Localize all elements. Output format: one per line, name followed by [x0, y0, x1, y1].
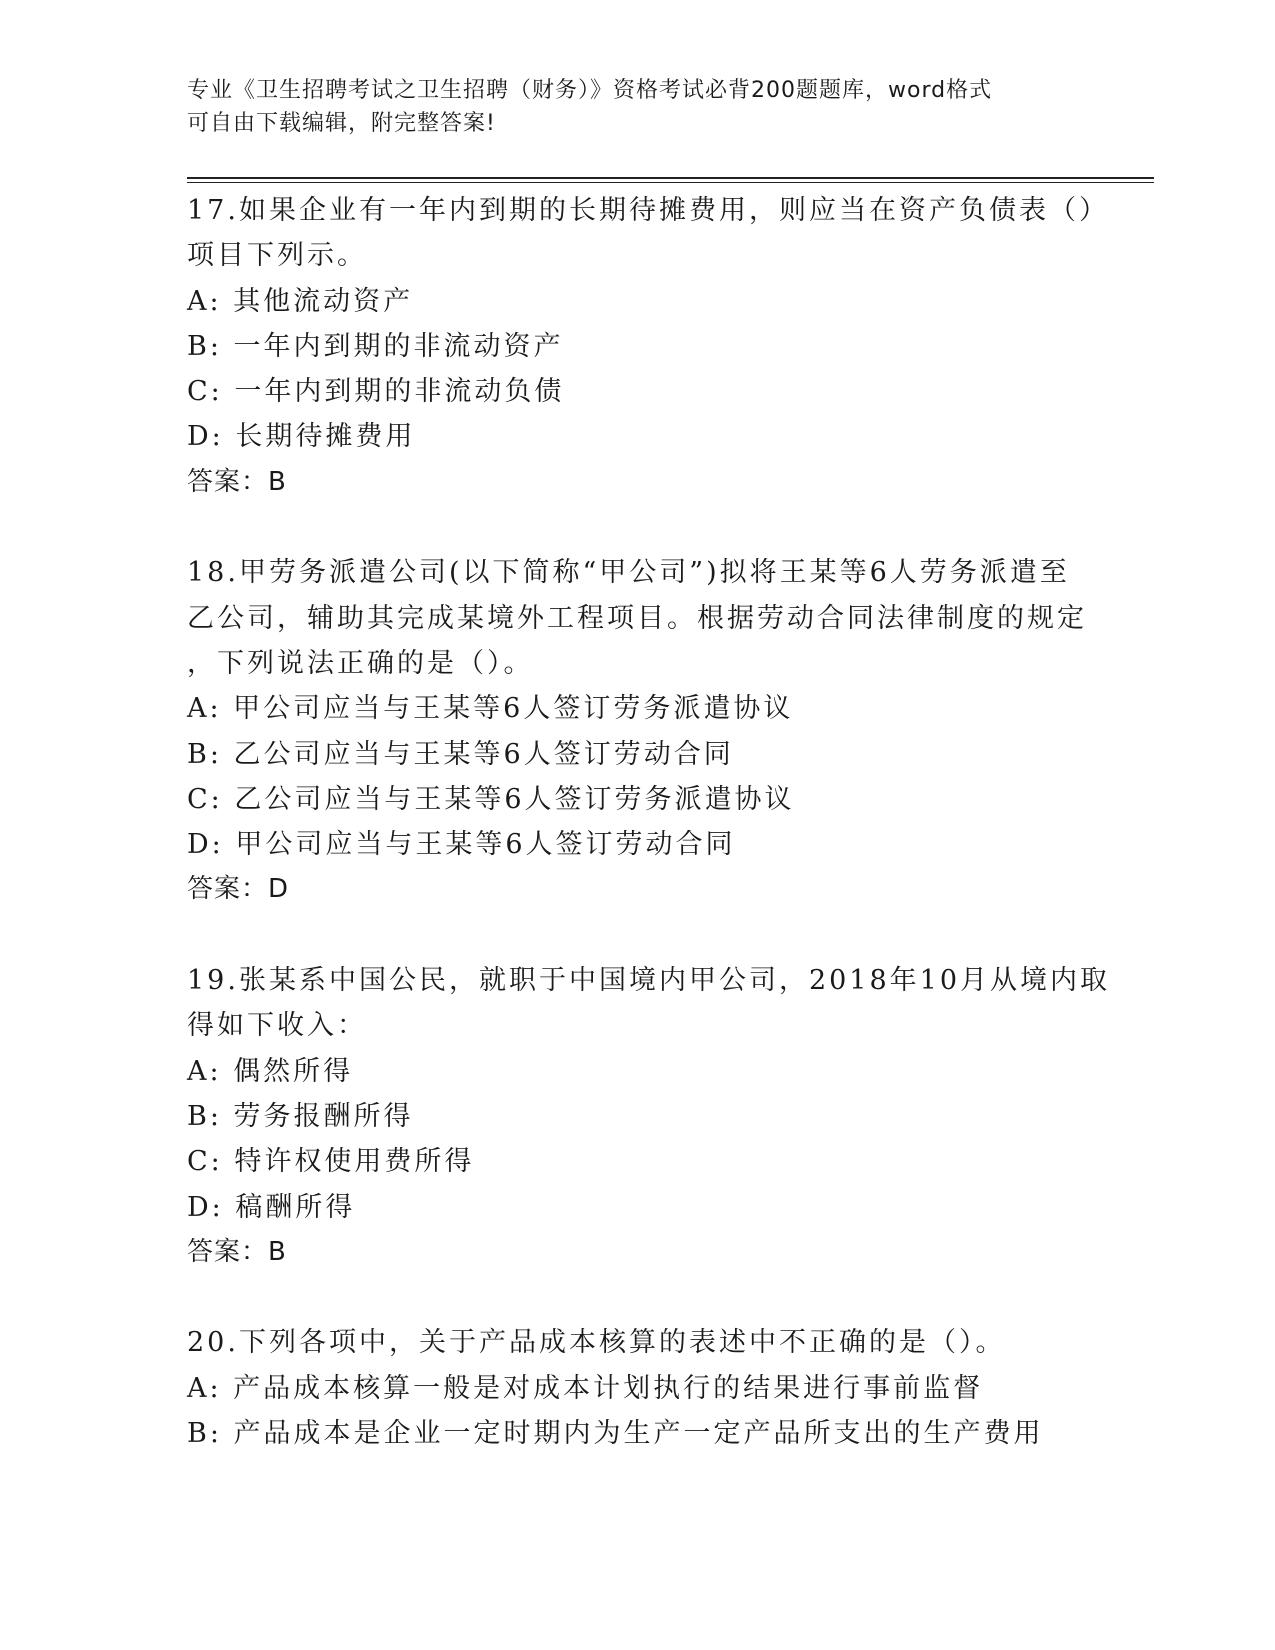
header-line-2: 可自由下载编辑，附完整答案!: [187, 111, 496, 136]
answer-line: 答案：D: [187, 874, 290, 905]
question-17: [187, 188, 1147, 505]
question-20: [187, 1320, 1147, 1456]
header-divider-thick: [187, 177, 1154, 179]
option-a: A: 其他流动资产: [187, 285, 414, 317]
option-b: B: 乙公司应当与王某等6人签订劳动合同: [187, 738, 734, 770]
option-c: C: 特许权使用费所得: [187, 1146, 475, 1178]
option-b: B: 劳务报酬所得: [187, 1100, 414, 1132]
option-a: A: 偶然所得: [187, 1055, 354, 1087]
option-c: C: 乙公司应当与王某等6人签订劳务派遣协议: [187, 783, 795, 815]
option-c: C: 一年内到期的非流动负债: [187, 376, 565, 408]
answer-line: 答案：B: [187, 466, 287, 497]
question-spacer: [187, 913, 1147, 958]
question-stem-line: 19.张某系中国公民，就职于中国境内甲公司，2018年10月从境内取: [187, 965, 1111, 997]
option-a: A: 甲公司应当与王某等6人签订劳务派遣协议: [187, 693, 794, 725]
answer-line: 答案：B: [187, 1236, 287, 1267]
option-b: B: 产品成本是企业一定时期内为生产一定产品所支出的生产费用: [187, 1418, 1044, 1450]
question-spacer: [187, 1275, 1147, 1320]
option-a: A: 产品成本核算一般是对成本计划执行的结果进行事前监督: [187, 1372, 984, 1404]
option-d: D: 甲公司应当与王某等6人签订劳动合同: [187, 829, 736, 861]
question-stem-line: 得如下收入：: [187, 1010, 367, 1042]
question-stem-line: 乙公司，辅助其完成某境外工程项目。根据劳动合同法律制度的规定: [187, 602, 1087, 634]
question-stem-line: 20.下列各项中，关于产品成本核算的表述中不正确的是（）。: [187, 1327, 1006, 1359]
question-list: [187, 188, 1147, 1456]
option-b: B: 一年内到期的非流动资产: [187, 330, 564, 362]
question-stem-line: 18.甲劳务派遣公司(以下简称“甲公司”)拟将王某等6人劳务派遣至: [187, 557, 1070, 589]
option-d: D: 稿酬所得: [187, 1191, 356, 1223]
header-line-1: 专业《卫生招聘考试之卫生招聘（财务）》资格考试必背200题题库，word格式: [187, 78, 993, 103]
question-spacer: [187, 505, 1147, 550]
document-header: [187, 74, 1067, 140]
question-19: [187, 958, 1147, 1275]
option-d: D: 长期待摊费用: [187, 421, 416, 453]
question-18: [187, 550, 1147, 912]
question-stem-line: 项目下列示。: [187, 240, 367, 272]
question-stem-line: ，下列说法正确的是（）。: [187, 647, 534, 679]
question-stem-line: 17.如果企业有一年内到期的长期待摊费用，则应当在资产负债表（）: [187, 195, 1109, 226]
header-divider-thin: [187, 182, 1154, 183]
